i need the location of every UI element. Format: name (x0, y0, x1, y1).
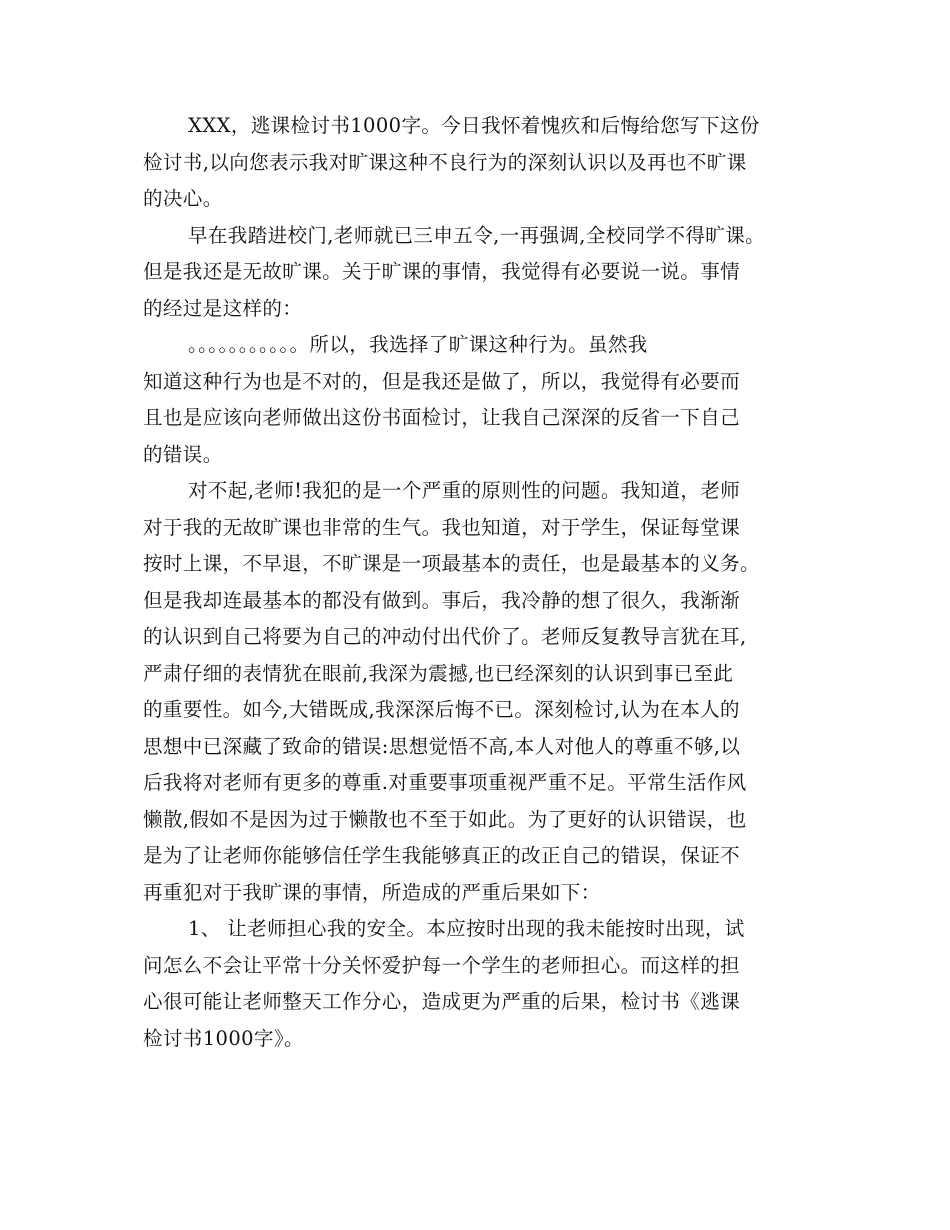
paragraph-line: 但是我却连最基本的都没有做到。事后，我冷静的想了很久，我渐渐 (143, 588, 741, 612)
paragraph-line: 思想中已深藏了致命的错误:思想觉悟不高,本人对他人的尊重不够,以 (143, 734, 741, 758)
paragraph-line: 。。。。。。。。。。。所以，我选择了旷课这种行为。虽然我 (188, 333, 648, 356)
paragraph-line: 且也是应该向老师做出这份书面检讨，让我自己深深的反省一下自己 (143, 406, 741, 429)
paragraph-line: 懒散,假如不是因为过于懒散也不至于如此。为了更好的认识错误，也 (143, 807, 747, 831)
paragraph (143, 218, 823, 328)
paragraph-line: 但是我还是无故旷课。关于旷课的事情，我觉得有必要说一说。事情 (143, 260, 741, 283)
paragraph-line: 检讨书1000字》。 (143, 1026, 304, 1050)
paragraph (143, 911, 823, 1057)
paragraph-line: 问怎么不会让平常十分关怀爱护每一个学生的老师担心。而这样的担 (143, 953, 741, 977)
paragraph (143, 327, 823, 473)
paragraph-line: 后我将对老师有更多的尊重.对重要事项重视严重不足。平常生活作风 (143, 771, 747, 794)
paragraph-line: 的经过是这样的： (143, 296, 303, 320)
paragraph-line: 心很可能让老师整天工作分心，造成更为严重的后果，检讨书《逃课 (143, 990, 741, 1013)
paragraph-line: 对不起,老师!我犯的是一个严重的原则性的问题。我知道，老师 (188, 479, 741, 502)
paragraph-line: XXX，逃课检讨书1000字。今日我怀着愧疚和后悔给您写下这份 (188, 114, 760, 137)
paragraph-line: 1、 让老师担心我的安全。本应按时出现的我未能按时出现，试 (188, 917, 745, 940)
paragraph-line: 按时上课，不早退，不旷课是一项最基本的责任，也是最基本的义务。 (143, 552, 760, 575)
paragraph-line: 对于我的无故旷课也非常的生气。我也知道，对于学生，保证每堂课 (143, 515, 741, 539)
paragraph (143, 108, 823, 218)
paragraph-line: 的错误。 (143, 442, 223, 466)
paragraph-line: 是为了让老师你能够信任学生我能够真正的改正自己的错误，保证不 (143, 844, 741, 867)
paragraph-line: 严肃仔细的表情犹在眼前,我深为震撼,也已经深刻的认识到事已至此 (143, 661, 734, 685)
paragraph-line: 检讨书,以向您表示我对旷课这种不良行为的深刻认识以及再也不旷课 (143, 150, 747, 174)
paragraph-line: 的重要性。如今,大错既成,我深深后悔不已。深刻检讨,认为在本人的 (143, 698, 740, 721)
paragraph-line: 早在我踏进校门,老师就已三申五令,一再强调,全校同学不得旷课。 (188, 223, 765, 247)
paragraph-line: 的决心。 (143, 187, 223, 210)
paragraph-line: 知道这种行为也是不对的，但是我还是做了，所以，我觉得有必要而 (143, 369, 741, 393)
paragraph-line: 的认识到自己将要为自己的冲动付出代价了。老师反复教导言犹在耳, (143, 625, 747, 648)
paragraph-line: 再重犯对于我旷课的事情，所造成的严重后果如下： (143, 880, 601, 904)
document-body (143, 108, 823, 1057)
paragraph (143, 473, 823, 911)
